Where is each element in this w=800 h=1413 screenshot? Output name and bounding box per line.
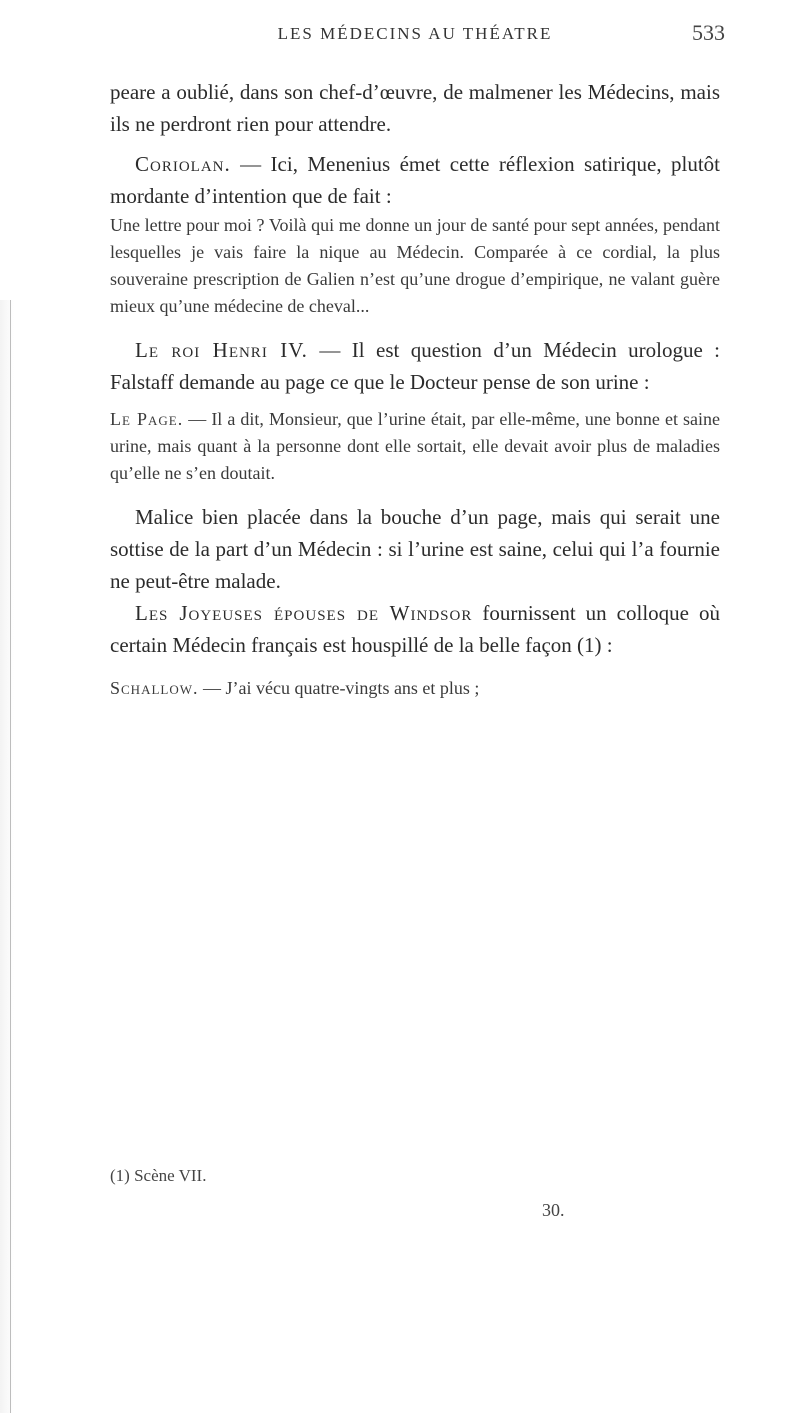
page-number: 533 xyxy=(692,20,725,45)
speaker-henri-iv: Le roi Henri IV. xyxy=(135,338,308,362)
speaker-schallow: Schallow. xyxy=(110,678,199,698)
paragraph-malice-text: Malice bien placée dans la bouche d’un page, mais qui serait une sottise de la part d’un Médecin : si l’urine est saine, celui qui l’a fournie ne peut-être malade. xyxy=(110,505,720,593)
quote-menenius: Une lettre pour moi ? Voilà qui me donne un jour de santé pour sept années, pendant lesquelles je vais faire la nique au Médecin. Comparée à ce cordial, la plus souveraine prescription de Galien n’est qu’une drogue d’empirique, ne valant guère mieux qu’une médecine de cheval... xyxy=(110,215,720,316)
paragraph-coriolan xyxy=(110,148,720,212)
running-title: LES MÉDECINS AU THÉATRE xyxy=(277,24,553,43)
paragraph-windsor-text: fournissent un colloque où certain Médecin français est houspillé de la belle façon (1) : xyxy=(110,601,720,657)
quote-page xyxy=(110,406,720,487)
body-text xyxy=(110,76,720,702)
paragraph-windsor xyxy=(110,597,720,661)
paragraph-malice xyxy=(110,501,720,597)
paragraph-continuation: peare a oublié, dans son chef-d’œuvre, de malmener les Médecins, mais ils ne perdront rien pour attendre. xyxy=(110,80,720,136)
binding-gutter xyxy=(0,300,14,1413)
page xyxy=(110,0,725,1220)
paragraph-henri-iv-text: — Il est question d’un Médecin urologue : Falstaff demande au page ce que le Docteur pense de son urine : xyxy=(110,338,721,394)
quote-schallow-text: — J’ai vécu quatre-vingts ans et plus ; xyxy=(198,678,480,698)
footnote: (1) Scène VII. xyxy=(110,1166,207,1185)
signature-mark: 30. xyxy=(542,1200,565,1220)
speaker-page: Le Page. xyxy=(110,409,184,429)
gutter-line xyxy=(10,300,11,1413)
paragraph-coriolan-text: — Ici, Menenius émet cette réflexion satirique, plutôt mordante d’intention que de fait : xyxy=(110,152,720,208)
title-windsor: Les Joyeuses épouses de Windsor xyxy=(135,601,473,625)
speaker-coriolan: Coriolan. xyxy=(135,152,231,176)
quote-schallow xyxy=(110,675,720,702)
page-header xyxy=(110,0,725,56)
paragraph-henri-iv xyxy=(110,334,720,398)
quote-page-text: — Il a dit, Monsieur, que l’urine était, par elle-même, une bonne et saine urine, mais quant à la personne dont elle sortait, elle devait avoir plus de maladies qu’elle ne s’en doutait. xyxy=(110,409,720,483)
